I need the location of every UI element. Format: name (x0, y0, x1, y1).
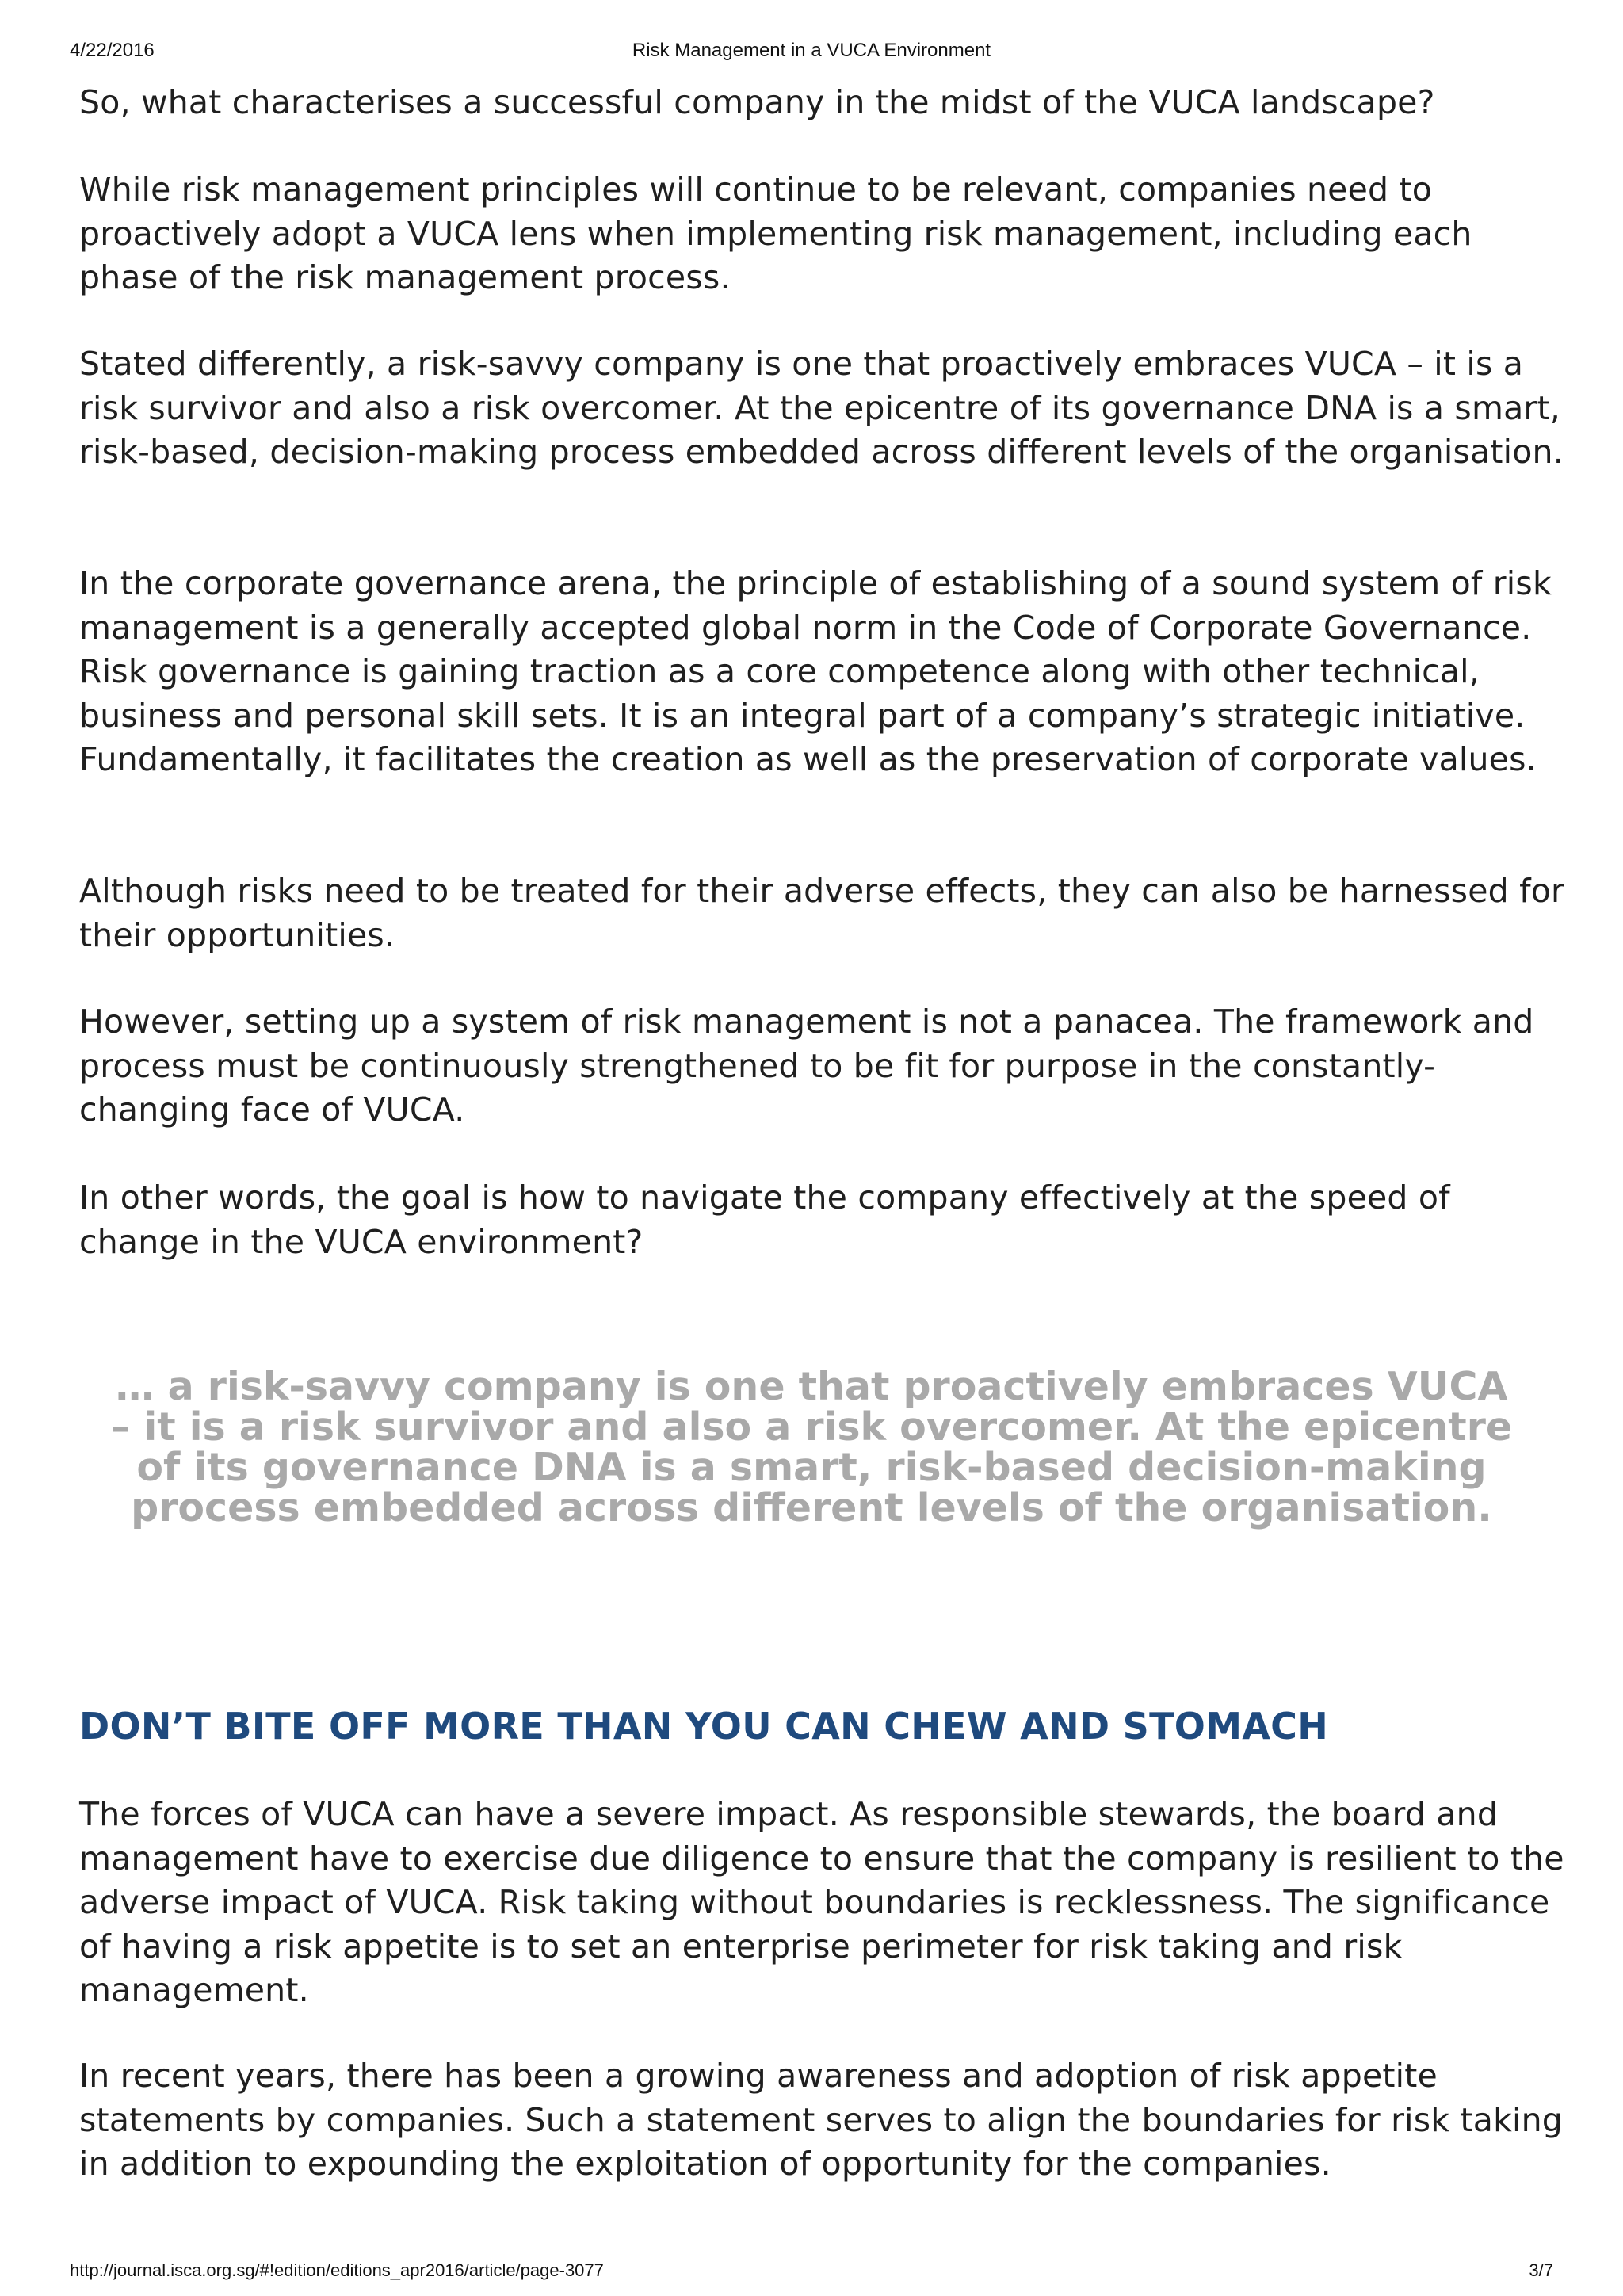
paragraph: The forces of VUCA can have a severe impact. As responsible stewards, the board and management have to exercise due diligence to ensure that the company is resilient to the adverse impact of VUCA. Risk taking without boundaries is recklessness. The significance of having a risk appetite is to set an enterprise perimeter for risk taking and risk management. (79, 1795, 1564, 2009)
paragraph: In recent years, there has been a growing awareness and adoption of risk appetite statements by companies. Such a statement serves to align the boundaries for risk taking in addition to expounding the exploitation of opportunity for the companies. (79, 2057, 1564, 2183)
paragraph: Stated differently, a risk-savvy company is one that proactively embraces VUCA – it is a risk survivor and also a risk overcomer. At the epicentre of its governance DNA is a smart, risk-based, decision-making process embedded across different levels of the organisation. (79, 345, 1564, 471)
paragraph: While risk management principles will continue to be relevant, companies need to proactively adopt a VUCA lens when implementing risk management, including each phase of the risk management process. (79, 170, 1472, 296)
page-url-link[interactable]: http://journal.isca.org.sg/#!edition/editions_apr2016/article/page-3077 (70, 2260, 604, 2280)
paragraph: In other words, the goal is how to navigate the company effectively at the speed of change in the VUCA environment? (79, 1179, 1450, 1261)
paragraph: So, what characterises a successful company in the midst of the VUCA landscape? (79, 83, 1435, 121)
paragraph: However, setting up a system of risk management is not a panacea. The framework and process must be continuously strengthened to be fit for purpose in the constantly-changing face of VUCA. (79, 1003, 1534, 1129)
pull-quote: … a risk-savvy company is one that proactively embraces VUCA – it is a risk survivor and also a risk overcomer. At the epicentre of its governance DNA is a smart, risk-based decision-making process embedded across different levels of the organisation. (110, 1364, 1513, 1530)
page-number: 3/7 (1529, 2260, 1553, 2280)
print-date: 4/22/2016 (70, 40, 155, 61)
print-footer (70, 2260, 1553, 2286)
print-page-title: Risk Management in a VUCA Environment (632, 40, 991, 61)
print-header (70, 40, 1553, 65)
section-heading: DON’T BITE OFF MORE THAN YOU CAN CHEW AND STOMACH (79, 1705, 1329, 1748)
paragraph: Although risks need to be treated for their adverse effects, they can also be harnessed for their opportunities. (79, 872, 1565, 954)
paragraph: In the corporate governance arena, the principle of establishing of a sound system of risk management is a generally accepted global norm in the Code of Corporate Governance. Risk governance is gaining traction as a core competence along with other technical, business and personal skill sets. It is an integral part of a company’s strategic initiative. Fundamentally, it facilitates the creation as well as the preservation of corporate values. (79, 564, 1552, 778)
